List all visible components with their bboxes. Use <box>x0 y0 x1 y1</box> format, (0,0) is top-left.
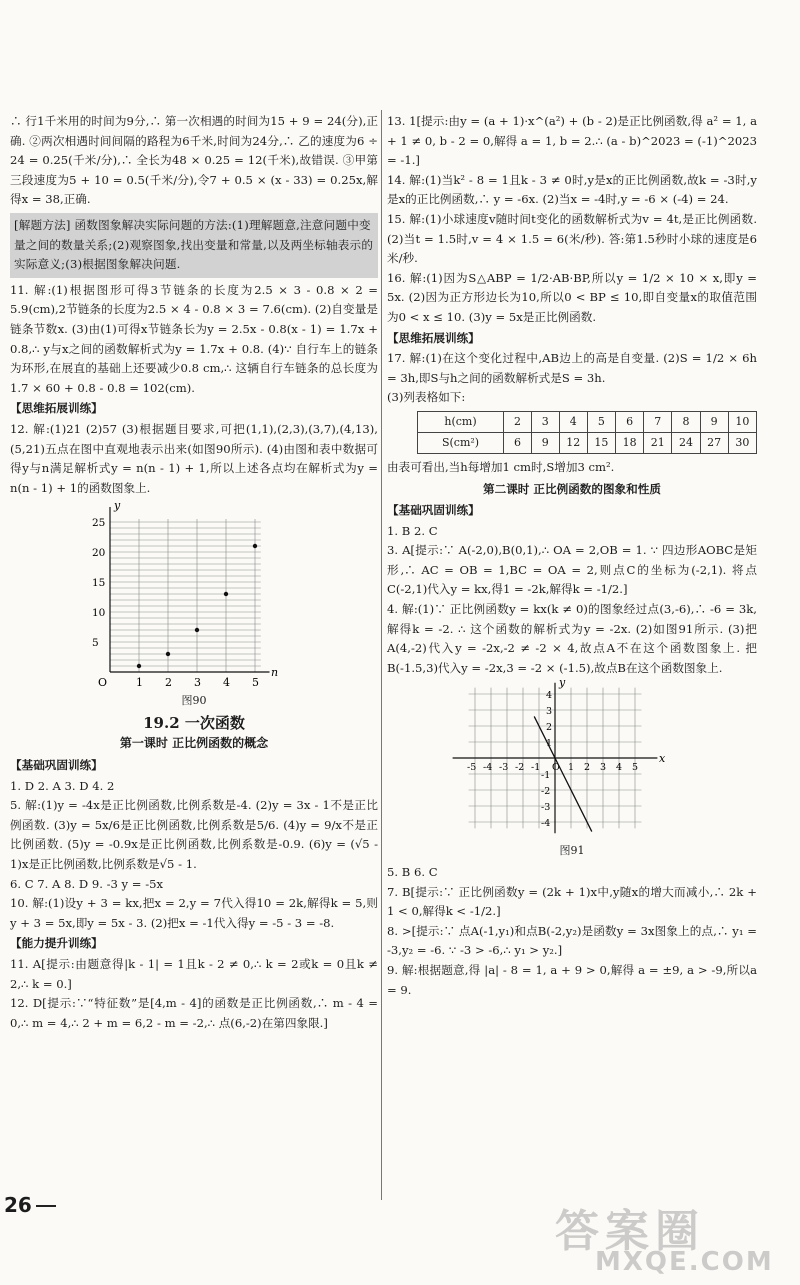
table-cell: 5 <box>587 411 615 432</box>
y-tick-label: 2 <box>546 722 553 734</box>
table-header-cell: S(cm²) <box>418 432 504 453</box>
y-tick-label: -4 <box>541 818 551 830</box>
answer-7: 7. B[提示:∵ 正比例函数y = (2k + 1)x中,y随x的增大而减小,∴ 2k + 1 < 0,解得k < -1/2.] <box>387 884 757 919</box>
watermark <box>555 1195 795 1280</box>
page-number-dash <box>36 1205 56 1207</box>
table-cell: 7 <box>644 411 672 432</box>
lesson-title: 第一课时 正比例函数的概念 <box>119 736 269 751</box>
y-tick-label: 1 <box>546 738 553 750</box>
h-s-table <box>417 411 757 454</box>
table-cell: 15 <box>587 432 615 453</box>
answer-12b: 12. D[提示:∵“特征数”是[4,m - 4]的函数是正比例函数,∴ m - 4 = 0,∴ m = 4,∴ 2 + m = 6,2 - m = -2,∴ 点(6,-2)在第四象限.] <box>10 996 378 1030</box>
right-column <box>387 112 757 1000</box>
table-cell: 21 <box>644 432 672 453</box>
figure-90-caption: 图90 <box>181 694 207 708</box>
table-cell: 4 <box>559 411 587 432</box>
answer-17-conclusion: 由表可看出,当h每增加1 cm时,S增加3 cm². <box>387 459 615 474</box>
x-tick-label: -4 <box>483 762 493 774</box>
answers-6-9: 6. C 7. A 8. D 9. -3 y = -5x <box>10 876 164 891</box>
answer-5: 5. 解:(1)y = -4x是正比例函数,比例系数是-4. (2)y = 3x - 1不是正比例函数. (3)y = 5x/6是正比例函数,比例系数是5/6. (4)y = 9/x不是正比例函数. (5)y = -0.9x是正比例函数,比例系数是-0.9. (6)y = (√5 - 1)x是正比例函数,比例系数是√5 - 1. <box>10 798 378 872</box>
table-cell: 8 <box>672 411 700 432</box>
table-cell: 6 <box>616 411 644 432</box>
watermark-text: 答案圈 <box>555 1206 705 1257</box>
table-row <box>418 432 757 453</box>
x-tick-label: 3 <box>194 676 201 690</box>
x-tick-label: 4 <box>616 762 623 774</box>
y-axis-label: y <box>559 680 566 690</box>
watermark-url: MXQE.COM <box>595 1247 774 1277</box>
table-cell: 18 <box>616 432 644 453</box>
x-tick-label: 2 <box>165 676 172 690</box>
section-heading: 【思维拓展训练】 <box>387 330 480 345</box>
table-cell: 2 <box>504 411 532 432</box>
table-cell: 12 <box>559 432 587 453</box>
lesson-2-title: 第二课时 正比例函数的图象和性质 <box>483 481 661 496</box>
y-tick-label: -2 <box>541 786 551 798</box>
x-axis-label: x <box>659 752 666 766</box>
figure-91-chart <box>387 680 757 840</box>
table-cell: 9 <box>531 432 559 453</box>
section-heading: 【思维拓展训练】 <box>10 401 103 416</box>
table-cell: 6 <box>504 432 532 453</box>
method-box: [解题方法] 函数图象解决实际问题的方法:(1)理解题意,注意问题中变量之间的数量关系;(2)观察图象,找出变量和常量,以及两坐标轴表示的实际意义;(3)根据图象解决问题. <box>10 213 378 278</box>
page-number: 26 <box>4 1193 32 1217</box>
x-tick-label: -2 <box>515 762 525 774</box>
column-divider <box>381 110 382 1200</box>
answer-10: 10. 解:(1)设y + 3 = kx,把x = 2,y = 7代入得10 = 2k,解得k = 5,则y + 3 = 5x,即y = 5x - 3. (2)把x = -1代入得y = -5 - 3 = -8. <box>10 896 378 930</box>
data-point <box>166 652 170 656</box>
section-heading: 【基础巩固训练】 <box>387 503 480 518</box>
y-tick-label: 20 <box>92 547 106 560</box>
answer-3: 3. A[提示:∵ A(-2,0),B(0,1),∴ OA = 2,OB = 1. ∵ 四边形AOBC是矩形,∴ AC = OB = 1,BC = OA = 2,则点C的坐标为(-2,1). 将点C(-2,1)代入y = kx,得1 = -2k,解得k = -1/2.] <box>387 543 757 597</box>
x-tick-label: 5 <box>252 676 259 690</box>
y-tick-label: -3 <box>541 802 551 814</box>
answers-1-2: 1. B 2. C <box>387 523 438 538</box>
answers-5-6: 5. B 6. C <box>387 865 438 880</box>
answer-10-continued: ∴ 行1千米用的时间为9分,∴ 第一次相遇的时间为15 + 9 = 24(分),正确. ②两次相遇时间间隔的路程为6千米,时间为24分,∴ 乙的速度为6 ÷ 24 = 0.25(千米/分),∴ 全长为48 × 0.25 = 12(千米),故错误. ③甲第三段速度为5 + 10 = 0.5(千米/分),令7 + 0.5 × (x - 33) = 0.25x,解得x = 38,正确. <box>10 114 378 207</box>
table-cell: 24 <box>672 432 700 453</box>
figure-90-chart <box>10 500 378 690</box>
y-tick-label: 15 <box>92 577 106 590</box>
y-axis-label: y <box>114 500 121 513</box>
x-tick-label: -3 <box>499 762 509 774</box>
x-tick-label: O <box>98 676 108 690</box>
table-row <box>418 411 757 432</box>
answer-9: 9. 解:根据题意,得 |a| - 8 = 1, a + 9 > 0,解得 a = ±9, a > -9,所以a = 9. <box>387 963 757 997</box>
answer-8: 8. >[提示:∵ 点A(-1,y₁)和点B(-2,y₂)是函数y = 3x图象上的点,∴ y₁ = -3,y₂ = -6. ∵ -3 > -6,∴ y₁ > y₂.] <box>387 923 757 958</box>
y-tick-label: 5 <box>92 637 99 650</box>
answer-14: 14. 解:(1)当k² - 8 = 1且k - 3 ≠ 0时,y是x的正比例函数,故k = -3时,y是x的正比例函数,∴ y = -6x. (2)当x = -4时,y = -6 × (-4) = 24. <box>387 172 757 207</box>
section-heading: 【能力提升训练】 <box>10 936 103 951</box>
data-point <box>253 544 257 548</box>
figure-91-caption: 图91 <box>559 844 585 858</box>
table-intro: (3)列表格如下: <box>387 390 466 405</box>
x-tick-label: 1 <box>568 762 575 774</box>
y-tick-label: -1 <box>541 770 551 782</box>
x-tick-label: O <box>552 762 560 774</box>
answer-12: 12. 解:(1)21 (2)57 (3)根据题目要求,可把(1,1),(2,3),(3,7),(4,13),(5,21)五点在图中直观地表示出来(如图90所示). (4)由图和表中数据可得y与n满足解析式y = n(n - 1) + 1,所以上述各点均在解析式为y = n(n - 1) + 1的函数图象上. <box>10 421 378 495</box>
x-tick-label: 4 <box>223 676 230 690</box>
x-tick-label: 3 <box>600 762 607 774</box>
y-tick-label: 4 <box>546 690 553 702</box>
data-point <box>224 592 228 596</box>
answers-1-4: 1. D 2. A 3. D 4. 2 <box>10 778 115 793</box>
table-cell: 9 <box>700 411 728 432</box>
y-tick-label: 3 <box>546 706 553 718</box>
table-cell: 10 <box>728 411 756 432</box>
x-tick-label: 1 <box>136 676 143 690</box>
x-tick-label: -5 <box>467 762 477 774</box>
x-tick-label: 5 <box>632 762 639 774</box>
table-cell: 27 <box>700 432 728 453</box>
x-tick-label: -1 <box>531 762 541 774</box>
answer-11: 11. 解:(1)根据图形可得3节链条的长度为2.5 × 3 - 0.8 × 2 = 5.9(cm),2节链条的长度为2.5 × 4 - 0.8 × 3 = 7.6(cm). (2)自变量是链条节数x. (3)由(1)可得x节链条长为y = 2.5x - 0.8(x - 1) = 1.7x + 0.8,∴ y与x之间的函数解析式为y = 1.7x + 0.8. (4)∵ 自行车上的链条为环形,在展直的基础上还要减少0.8 cm,∴ 这辆自行车链条的总长度为1.7 × 60 + 0.8 - 0.8 = 102(cm). <box>10 282 378 395</box>
x-tick-label: 2 <box>584 762 591 774</box>
answer-11b: 11. A[提示:由题意得|k - 1| = 1且k - 2 ≠ 0,∴ k = 2或k = 0且k ≠ 2,∴ k = 0.] <box>10 957 378 991</box>
chapter-title: 19.2 一次函数 <box>143 713 245 732</box>
table-cell: 30 <box>728 432 756 453</box>
answer-17: 17. 解:(1)在这个变化过程中,AB边上的高是自变量. (2)S = 1/2 × 6h = 3h,即S与h之间的函数解析式是S = 3h. <box>387 351 757 385</box>
answer-4: 4. 解:(1)∵ 正比例函数y = kx(k ≠ 0)的图象经过点(3,-6),∴ -6 = 3k,解得k = -2. ∴ 这个函数的解析式为y = -2x. (2)如图91所示. (3)把A(4,-2)代入y = -2x,-2 ≠ -2 × 4,故点A不在这个函数图象上. 把B(-1.5,3)代入y = -2x,3 = -2 × (-1.5),故点B在这个函数图象上. <box>387 602 757 675</box>
data-point <box>195 628 199 632</box>
table-cell: 3 <box>531 411 559 432</box>
table-header-cell: h(cm) <box>418 411 504 432</box>
y-tick-label: 25 <box>92 517 106 530</box>
answer-15: 15. 解:(1)小球速度v随时间t变化的函数解析式为v = 4t,是正比例函数. (2)当t = 1.5时,v = 4 × 1.5 = 6(米/秒). 答:第1.5秒时小球的速度是6米/秒. <box>387 211 757 266</box>
section-heading: 【基础巩固训练】 <box>10 758 103 773</box>
data-point <box>137 664 141 668</box>
answer-13: 13. 1[提示:由y = (a + 1)·x^(a²) + (b - 2)是正比例函数,得 a² = 1, a + 1 ≠ 0, b - 2 = 0,解得 a = 1, b = 2.∴ (a - b)^2023 = (-1)^2023 = -1.] <box>387 114 757 168</box>
x-axis-label: n <box>270 666 279 680</box>
y-tick-label: 10 <box>92 607 106 620</box>
answer-16: 16. 解:(1)因为S△ABP = 1/2·AB·BP,所以y = 1/2 × 10 × x,即y = 5x. (2)因为正方形边长为10,所以0 < BP ≤ 10,即自变量x的取值范围为0 < x ≤ 10. (3)y = 5x是正比例函数. <box>387 270 757 324</box>
left-column <box>10 112 378 1033</box>
